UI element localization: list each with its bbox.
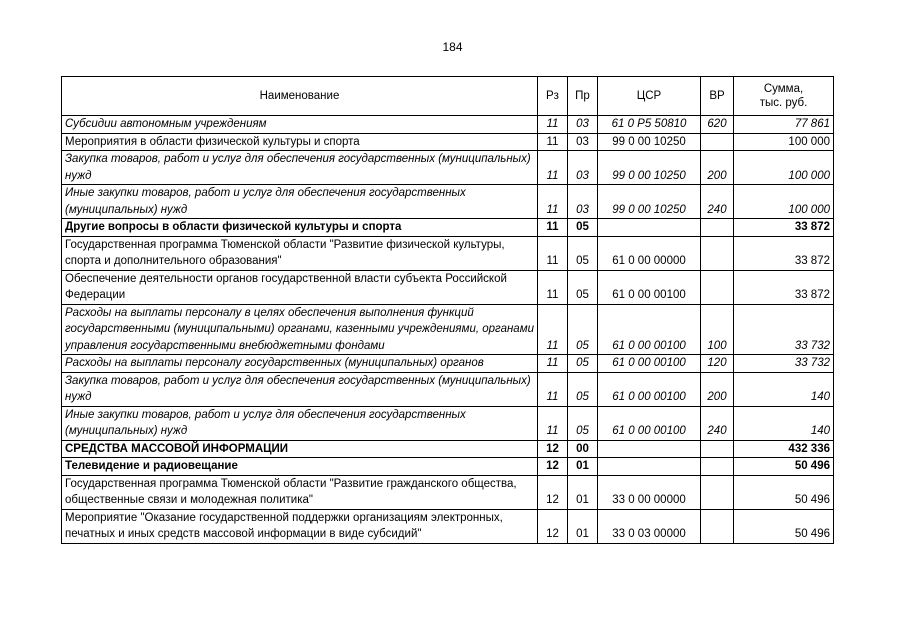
- cell-vr: 620: [701, 116, 734, 134]
- cell-name: Государственная программа Тюменской области "Развитие физической культуры, спорта и дополнительного образования": [62, 236, 538, 270]
- cell-name: Обеспечение деятельности органов государственной власти субъекта Российской Федерации: [62, 270, 538, 304]
- cell-csr: 61 0 00 00100: [598, 270, 701, 304]
- cell-sum: 33 732: [734, 355, 834, 373]
- cell-csr: 99 0 00 10250: [598, 151, 701, 185]
- table-row: [62, 458, 834, 476]
- cell-vr: 240: [701, 185, 734, 219]
- cell-sum: 33 732: [734, 304, 834, 355]
- cell-sum: 432 336: [734, 440, 834, 458]
- header-sum-line2: тыс. руб.: [759, 97, 808, 109]
- cell-vr: [701, 458, 734, 476]
- table-row: [62, 236, 834, 270]
- cell-name: СРЕДСТВА МАССОВОЙ ИНФОРМАЦИИ: [62, 440, 538, 458]
- cell-vr: [701, 509, 734, 543]
- cell-name: Закупка товаров, работ и услуг для обеспечения государственных (муниципальных) нужд: [62, 151, 538, 185]
- cell-rz: 11: [538, 406, 568, 440]
- cell-csr: [598, 219, 701, 237]
- cell-csr: 99 0 00 10250: [598, 133, 701, 151]
- table-row: [62, 185, 834, 219]
- table-row: [62, 372, 834, 406]
- cell-vr: [701, 219, 734, 237]
- cell-pr: 05: [568, 219, 598, 237]
- table-row: [62, 355, 834, 373]
- cell-name: Расходы на выплаты персоналу государственных (муниципальных) органов: [62, 355, 538, 373]
- cell-vr: 120: [701, 355, 734, 373]
- cell-sum: 33 872: [734, 236, 834, 270]
- header-sum: [734, 77, 834, 116]
- cell-rz: 11: [538, 116, 568, 134]
- budget-table: [61, 76, 834, 544]
- cell-csr: 61 0 00 00100: [598, 372, 701, 406]
- table-row: [62, 219, 834, 237]
- cell-vr: 200: [701, 372, 734, 406]
- cell-name: Иные закупки товаров, работ и услуг для обеспечения государственных (муниципальных) нужд: [62, 185, 538, 219]
- cell-rz: 12: [538, 509, 568, 543]
- cell-vr: [701, 475, 734, 509]
- cell-sum: 140: [734, 406, 834, 440]
- cell-rz: 11: [538, 355, 568, 373]
- cell-csr: 61 0 00 00000: [598, 236, 701, 270]
- cell-csr: 61 0 P5 50810: [598, 116, 701, 134]
- cell-name: Мероприятие "Оказание государственной поддержки организациям электронных, печатных и иных средств массовой информации в виде субсидий": [62, 509, 538, 543]
- table-row: [62, 133, 834, 151]
- cell-pr: 01: [568, 475, 598, 509]
- cell-name: Другие вопросы в области физической культуры и спорта: [62, 219, 538, 237]
- cell-csr: [598, 440, 701, 458]
- cell-vr: 100: [701, 304, 734, 355]
- page-number: 184: [442, 40, 463, 54]
- cell-vr: 200: [701, 151, 734, 185]
- cell-csr: 61 0 00 00100: [598, 304, 701, 355]
- header-vr: ВР: [701, 77, 734, 116]
- cell-sum: 140: [734, 372, 834, 406]
- cell-csr: 61 0 00 00100: [598, 406, 701, 440]
- cell-name: Иные закупки товаров, работ и услуг для обеспечения государственных (муниципальных) нужд: [62, 406, 538, 440]
- cell-csr: [598, 458, 701, 476]
- cell-rz: 11: [538, 219, 568, 237]
- table-row: [62, 440, 834, 458]
- cell-sum: 50 496: [734, 475, 834, 509]
- cell-pr: 05: [568, 355, 598, 373]
- cell-rz: 11: [538, 372, 568, 406]
- cell-vr: [701, 440, 734, 458]
- cell-sum: 33 872: [734, 219, 834, 237]
- cell-pr: 03: [568, 116, 598, 134]
- header-sum-line1: Сумма,: [763, 83, 804, 95]
- cell-rz: 11: [538, 270, 568, 304]
- table-row: [62, 406, 834, 440]
- table-row: [62, 270, 834, 304]
- table-header-row: [62, 77, 834, 116]
- cell-csr: 33 0 00 00000: [598, 475, 701, 509]
- cell-sum: 50 496: [734, 509, 834, 543]
- cell-pr: 03: [568, 151, 598, 185]
- cell-sum: 100 000: [734, 133, 834, 151]
- cell-pr: 05: [568, 372, 598, 406]
- header-name: Наименование: [62, 77, 538, 116]
- cell-sum: 77 861: [734, 116, 834, 134]
- cell-sum: 33 872: [734, 270, 834, 304]
- cell-pr: 03: [568, 133, 598, 151]
- cell-vr: [701, 270, 734, 304]
- header-csr: ЦСР: [598, 77, 701, 116]
- cell-name: Государственная программа Тюменской области "Развитие гражданского общества, общественные связи и молодежная политика": [62, 475, 538, 509]
- cell-rz: 11: [538, 133, 568, 151]
- cell-pr: 00: [568, 440, 598, 458]
- cell-rz: 11: [538, 185, 568, 219]
- cell-vr: 240: [701, 406, 734, 440]
- cell-pr: 05: [568, 304, 598, 355]
- cell-pr: 01: [568, 509, 598, 543]
- table-row: [62, 151, 834, 185]
- cell-rz: 11: [538, 304, 568, 355]
- header-pr: Пр: [568, 77, 598, 116]
- cell-pr: 03: [568, 185, 598, 219]
- table-row: [62, 509, 834, 543]
- cell-name: Телевидение и радиовещание: [62, 458, 538, 476]
- cell-name: Расходы на выплаты персоналу в целях обеспечения выполнения функций государственными (муниципальными) органами, казенными учреждениями, органами управления государственными внебюджетными фондами: [62, 304, 538, 355]
- cell-rz: 11: [538, 236, 568, 270]
- cell-sum: 50 496: [734, 458, 834, 476]
- cell-csr: 99 0 00 10250: [598, 185, 701, 219]
- cell-rz: 11: [538, 151, 568, 185]
- cell-rz: 12: [538, 458, 568, 476]
- cell-vr: [701, 133, 734, 151]
- header-rz: Рз: [538, 77, 568, 116]
- cell-rz: 12: [538, 475, 568, 509]
- cell-name: Мероприятия в области физической культуры и спорта: [62, 133, 538, 151]
- cell-pr: 01: [568, 458, 598, 476]
- cell-csr: 33 0 03 00000: [598, 509, 701, 543]
- cell-sum: 100 000: [734, 151, 834, 185]
- cell-pr: 05: [568, 270, 598, 304]
- table-row: [62, 475, 834, 509]
- cell-rz: 12: [538, 440, 568, 458]
- cell-name: Закупка товаров, работ и услуг для обеспечения государственных (муниципальных) нужд: [62, 372, 538, 406]
- cell-pr: 05: [568, 236, 598, 270]
- cell-vr: [701, 236, 734, 270]
- cell-pr: 05: [568, 406, 598, 440]
- cell-sum: 100 000: [734, 185, 834, 219]
- cell-name: Субсидии автономным учреждениям: [62, 116, 538, 134]
- table-row: [62, 116, 834, 134]
- table-body: [62, 116, 834, 544]
- cell-csr: 61 0 00 00100: [598, 355, 701, 373]
- table-row: [62, 304, 834, 355]
